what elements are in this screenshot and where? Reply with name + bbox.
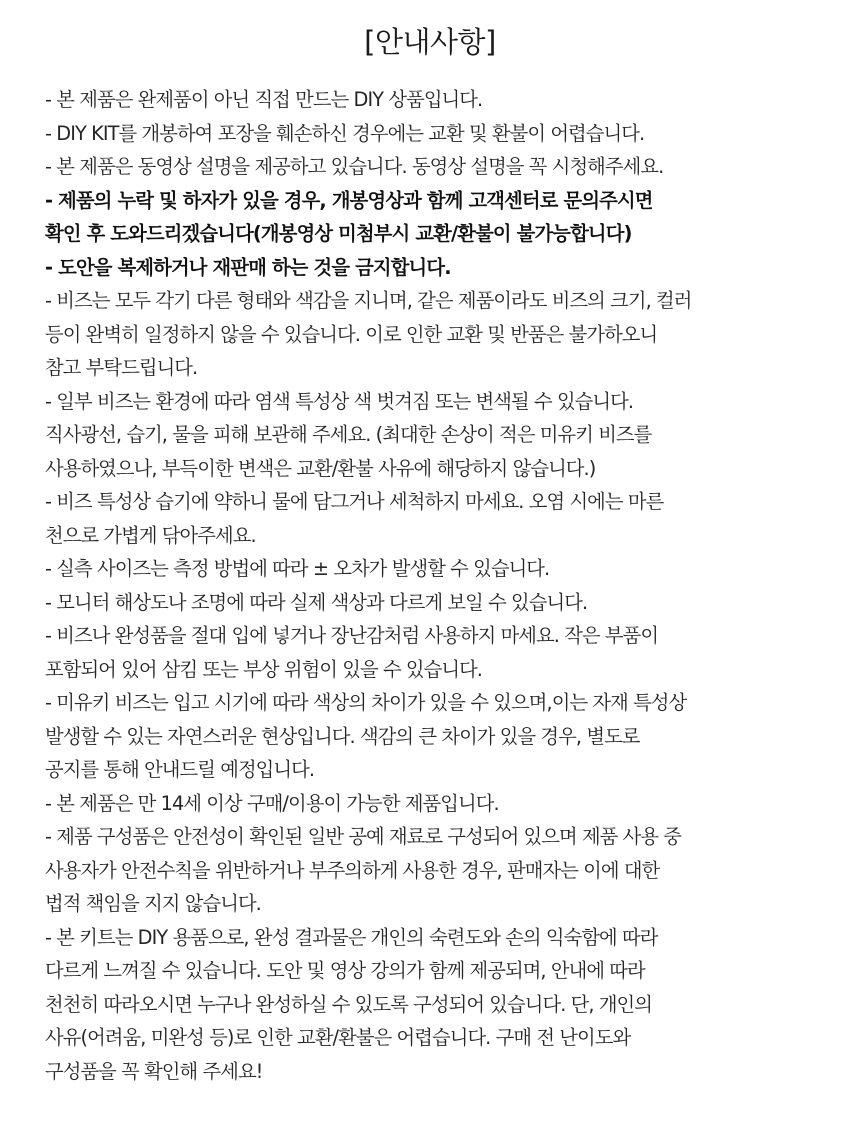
notice-line: 법적 책임을 지지 않습니다. [45, 892, 261, 915]
notice-line: 포함되어 있어 삼킴 또는 부상 위험이 있을 수 있습니다. [45, 657, 483, 681]
notice-line: - 미유키 비즈는 입고 시기에 따라 색상의 차이가 있을 수 있으며,이는 자재 특성상 [45, 691, 687, 714]
notice-line: - DIY KIT를 개봉하여 포장을 훼손하신 경우에는 교환 및 환불이 어렵습니다. [45, 121, 645, 145]
notice-line: - 비즈 특성상 습기에 약하니 물에 담그거나 세척하지 마세요. 오염 시에는 마른 [45, 490, 664, 513]
notice-line: - 제품 구성품은 안전성이 확인된 일반 공예 재료로 구성되어 있으며 제품 사용 중 [45, 825, 682, 848]
notice-line: 사용자가 안전수칙을 위반하거나 부주의하게 사용한 경우, 판매자는 이에 대한 [45, 858, 660, 882]
notice-line: - 비즈는 모두 각기 다른 형태와 색감을 지니며, 같은 제품이라도 비즈의 크기, 컬러 [45, 289, 692, 312]
notice-line: - 실측 사이즈는 측정 방법에 따라 ± 오차가 발생할 수 있습니다. [45, 557, 550, 580]
notice-line: 천천히 따라오시면 누구나 완성하실 수 있도록 구성되어 있습니다. 단, 개인의 [45, 992, 653, 1016]
notice-line: 참고 부탁드립니다. [45, 356, 198, 379]
notice-line: 구성품을 꼭 확인해 주세요! [45, 1059, 263, 1083]
notice-line: - 일부 비즈는 환경에 따라 염색 특성상 색 벗겨짐 또는 변색될 수 있습니다. [45, 389, 634, 413]
notice-line: - 제품의 누락 및 하자가 있을 경우, 개봉영상과 함께 고객센터로 문의주시면 [45, 188, 653, 212]
notice-line: 사용하였으나, 부득이한 변색은 교환/환불 사유에 해당하지 않습니다.) [45, 456, 596, 480]
notice-line: 등이 완벽히 일정하지 않을 수 있습니다. 이로 인한 교환 및 반품은 불가하오니 [45, 322, 658, 346]
notice-line: - 본 키트는 DIY 용품으로, 완성 결과물은 개인의 숙련도와 손의 익숙함에 따라 [45, 925, 658, 949]
notice-line: 다르게 느껴질 수 있습니다. 도안 및 영상 강의가 함께 제공되며, 안내에 따라 [45, 959, 645, 982]
notice-line: 발생할 수 있는 자연스러운 현상입니다. 색감의 큰 차이가 있을 경우, 별도로 [45, 724, 640, 748]
notice-line: 천으로 가볍게 닦아주세요. [45, 523, 256, 547]
notice-line: 공지를 통해 안내드릴 예정입니다. [45, 758, 315, 781]
notice-line: 직사광선, 습기, 물을 피해 보관해 주세요. (최대한 손상이 적은 미유키 비즈를 [45, 423, 652, 446]
notice-line: 확인 후 도와드리겠습니다(개봉영상 미첨부시 교환/환불이 불가능합니다) [45, 222, 632, 245]
notice-line: - 본 제품은 동영상 설명을 제공하고 있습니다. 동영상 설명을 꼭 시청해주세요. [45, 155, 664, 178]
notice-line: 사유(어려움, 미완성 등)로 인한 교환/환불은 어렵습니다. 구매 전 난이도와 [45, 1026, 631, 1049]
notice-line: - 비즈나 완성품을 절대 입에 넣거나 장난감처럼 사용하지 마세요. 작은 부품이 [45, 624, 659, 647]
page-title: [안내사항] [364, 25, 496, 59]
notice-line: - 도안을 복제하거나 재판매 하는 것을 금지합니다. [45, 255, 451, 279]
notice-line: - 본 제품은 완제품이 아닌 직접 만드는 DIY 상품입니다. [45, 88, 483, 111]
notice-line: - 모니터 해상도나 조명에 따라 실제 색상과 다르게 보일 수 있습니다. [45, 590, 588, 614]
notice-line: - 본 제품은 만 14세 이상 구매/이용이 가능한 제품입니다. [45, 791, 499, 815]
notice-body [45, 83, 835, 1088]
